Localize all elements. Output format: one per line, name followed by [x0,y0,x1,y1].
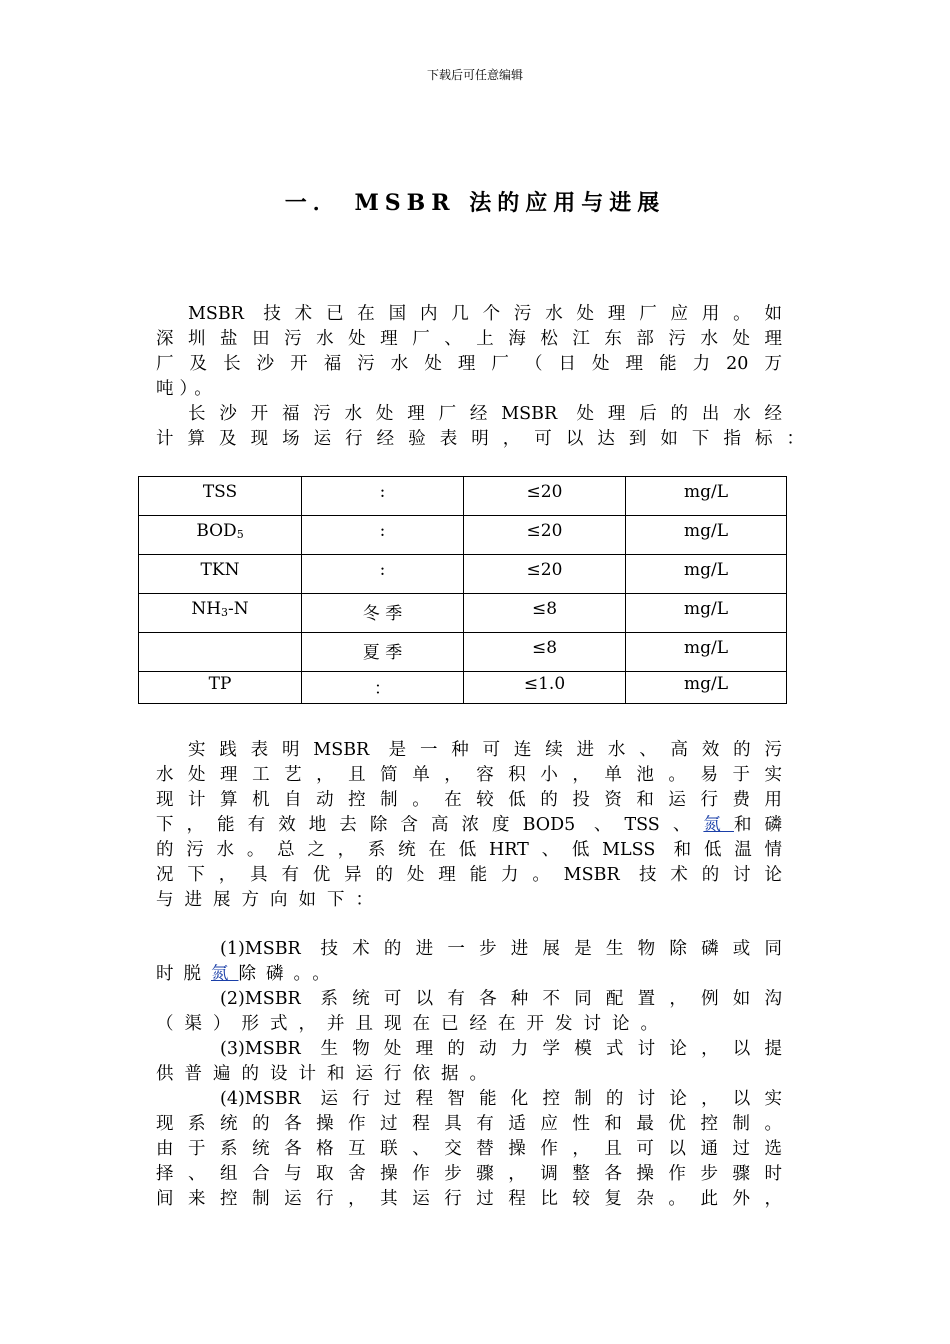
param-name: TSS [202,482,238,502]
page-header: 下载后可任意编辑 [426,68,523,82]
param-cell [139,477,302,516]
para1-line-2: 深圳盐田污水处理厂、上海松江东部污水处理 [156,329,782,349]
param-cell [139,555,302,594]
param-name: NH [191,599,222,619]
param-cell [139,516,302,555]
value-cell: ≤20 [464,555,626,594]
unit-cell: mg/L [626,516,787,555]
season-cell: : [302,516,464,555]
item4-line-3: 由于系统各格互联、交替操作，且可以通过选 [156,1139,782,1159]
unit-cell: mg/L [626,477,787,516]
para3-line-2: 水处理工艺，且简单，容积小，单池。易于实 [156,765,782,785]
item1-line-1: (1)MSBR 技术的进一步进展是生物除磷或同 [220,939,782,959]
param-cell [139,672,302,704]
item1-line-2-text: 时脱 [156,964,211,984]
nitrogen-link[interactable]: 氮 [703,815,734,835]
value-cell: ≤8 [464,594,626,633]
season-cell: : [302,555,464,594]
para2-line-2: 计算及现场运行经验表明，可以达到如下指标： [156,429,804,449]
param-subscript: 3 [221,606,229,619]
nitrogen-link-2[interactable]: 氮 [211,964,239,984]
para1-line-1: MSBR 技术已在国内几个污水处理厂应用。如 [188,304,782,324]
para3-line-4-tail: 和磷 [733,815,783,835]
para3-line-5: 的污水。总之，系统在低HRT、低MLSS 和低温情 [156,840,782,860]
table-row [139,594,787,633]
para3-line-1: 实践表明MSBR 是一种可连续进水、高效的污 [188,740,782,760]
item1-line-2 [156,962,782,987]
value-cell: ≤20 [464,516,626,555]
value-cell: ≤8 [464,633,626,672]
param-name: BOD [196,521,237,541]
item4-line-4: 择、组合与取舍操作步骤，调整各操作步骤时 [156,1164,782,1184]
item1-line-2-tail: 除磷。。 [238,964,340,984]
value-cell: ≤20 [464,477,626,516]
param-cell [139,594,302,633]
document-title: 一． MSBR 法的应用与进展 [284,190,666,216]
item2-line-1: (2)MSBR 系统可以有各种不同配置，例如沟 [220,989,782,1009]
item3-line-2: 供普遍的设计和运行依据。 [156,1064,498,1084]
effluent-indicator-table [138,476,787,704]
season-cell: 冬 季 [302,594,464,633]
param-suffix: -N [228,599,249,619]
para2-line-1: 长沙开福污水处理厂经MSBR 处理后的出水经 [188,404,782,424]
unit-cell: mg/L [626,672,787,704]
season-cell: : [302,477,464,516]
unit-cell: mg/L [626,633,787,672]
para3-line-3: 现计算机自动控制。在较低的投资和运行费用 [156,790,782,810]
param-subscript: 5 [236,528,244,541]
para3-line-4 [156,813,782,838]
item4-line-5: 间来控制运行，其运行过程比较复杂。此外， [156,1189,782,1209]
item4-line-1: (4)MSBR 运行过程智能化控制的讨论，以实 [220,1089,782,1109]
table-row [139,633,787,672]
table-row [139,555,787,594]
unit-cell: mg/L [626,555,787,594]
para1-line-4: 吨）。 [156,379,218,399]
param-name: TKN [200,560,240,580]
para3-line-7: 与进展方向如下： [156,890,384,910]
para3-line-6: 况下，具有优异的处理能力。MSBR 技术的讨论 [156,865,782,885]
season-cell: 夏 季 [302,633,464,672]
unit-cell: mg/L [626,594,787,633]
item4-line-2: 现系统的各操作过程具有适应性和最优控制。 [156,1114,782,1134]
para1-line-3: 厂及长沙开福污水处理厂（日处理能力20万 [156,354,782,374]
item3-line-1: (3)MSBR 生物处理的动力学模式讨论，以提 [220,1039,782,1059]
param-name: TP [208,674,232,694]
item2-line-2: （渠）形式，并且现在已经在开发讨论。 [156,1014,669,1034]
para3-line-4-text: 下，能有效地去除含高浓度BOD5 、TSS、 [156,815,704,835]
season-cell: ： [302,672,464,704]
table-row [139,516,787,555]
param-cell [139,633,302,672]
table-row [139,477,787,516]
value-cell: ≤1.0 [464,672,626,704]
table-row [139,672,787,704]
